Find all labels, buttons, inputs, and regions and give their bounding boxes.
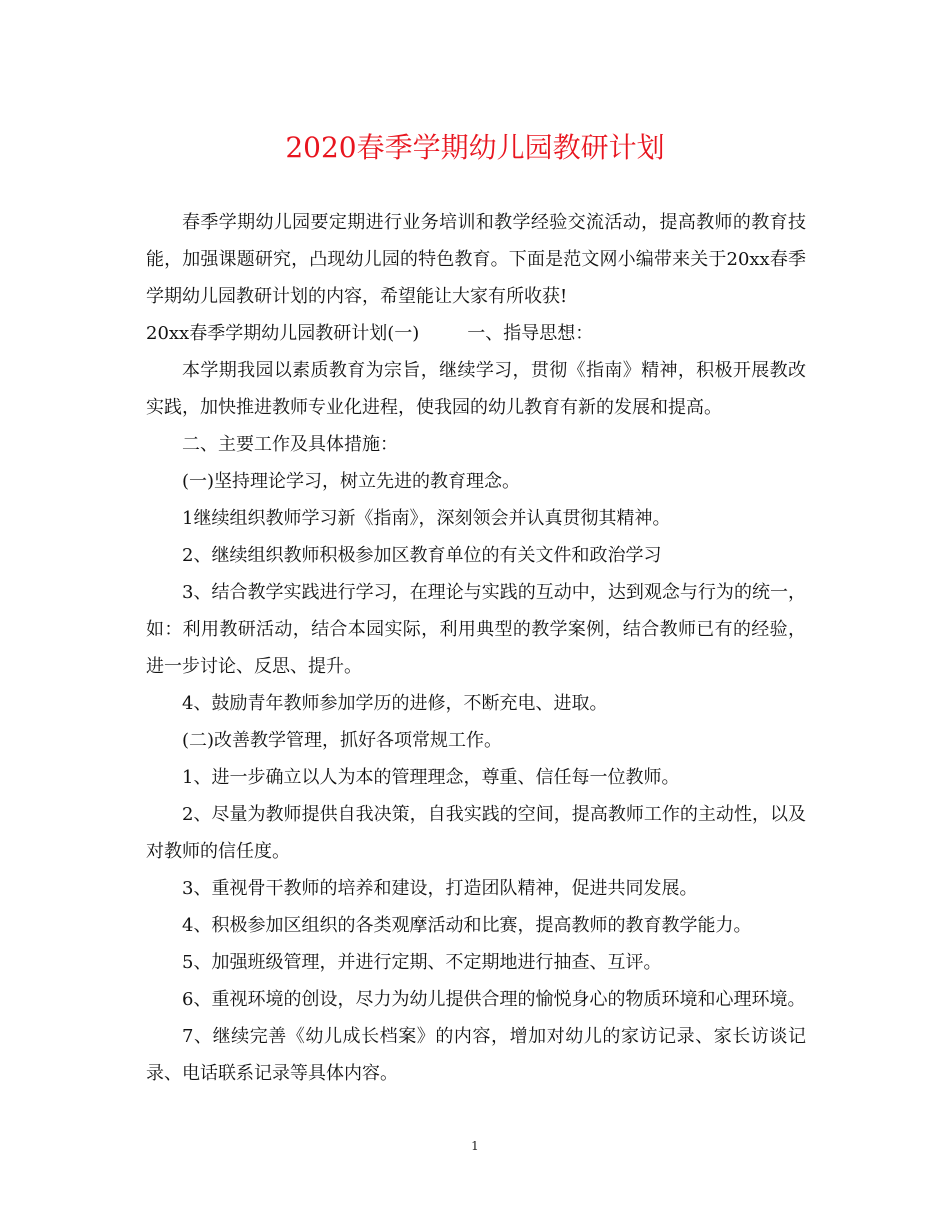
sub2-item: 4、积极参加区组织的各类观摩活动和比赛，提高教师的教育教学能力。 [182, 915, 752, 936]
sub1-item: 2、继续组织教师积极参加区教育单位的有关文件和政治学习 [182, 545, 662, 566]
section1-heading: 一、指导思想： [467, 323, 594, 344]
sub2-item: 6、重视环境的创设，尽力为幼儿提供合理的愉悦身心的物质环境和心理环境。 [182, 989, 806, 1010]
sub1-item: 1继续组织教师学习新《指南》，深刻领会并认真贯彻其精神。 [182, 508, 671, 529]
sub2-item: 1、进一步确立以人为本的管理理念，尊重、信任每一位教师。 [182, 767, 680, 788]
sub1-item: 4、鼓励青年教师参加学历的进修，不断充电、进取。 [182, 693, 608, 714]
section2-heading: 二、主要工作及具体措施： [182, 434, 398, 455]
intro-paragraph: 春季学期幼儿园要定期进行业务培训和教学经验交流活动，提高教师的教育技能，加强课题研究，凸现幼儿园的特色教育。下面是范文网小编带来关于20xx春季学期幼儿园教研计划的内容，希望能让大家有所收获! [146, 212, 806, 307]
plan-heading: 20xx春季学期幼儿园教研计划(一) [146, 323, 420, 344]
sub2-item: 5、加强班级管理，并进行定期、不定期地进行抽查、互评。 [182, 952, 662, 973]
plan-heading-line [146, 315, 806, 352]
section1-paragraph: 本学期我园以素质教育为宗旨，继续学习，贯彻《指南》精神，积极开展教改实践，加快推进教师专业化进程，使我园的幼儿教育有新的发展和提高。 [146, 360, 806, 418]
sub1-heading: (一)坚持理论学习，树立先进的教育理念。 [182, 471, 521, 492]
document-title: 2020春季学期幼儿园教研计划 [285, 131, 665, 164]
document-body [146, 204, 806, 1092]
sub2-item: 7、继续完善《幼儿成长档案》的内容，增加对幼儿的家访记录、家长访谈记录、电话联系记录等具体内容。 [146, 1026, 806, 1084]
sub2-heading: (二)改善教学管理，抓好各项常规工作。 [182, 730, 503, 751]
sub1-item: 3、结合教学实践进行学习，在理论与实践的互动中，达到观念与行为的统一，如：利用教研活动，结合本园实际，利用典型的教学案例，结合教师已有的经验，进一步讨论、反思、提升。 [146, 582, 806, 677]
page-number: 1 [471, 1139, 479, 1153]
sub2-item: 3、重视骨干教师的培养和建设，打造团队精神，促进共同发展。 [182, 878, 698, 899]
sub2-item: 2、尽量为教师提供自我决策，自我实践的空间，提高教师工作的主动性，以及对教师的信任度。 [146, 804, 806, 862]
